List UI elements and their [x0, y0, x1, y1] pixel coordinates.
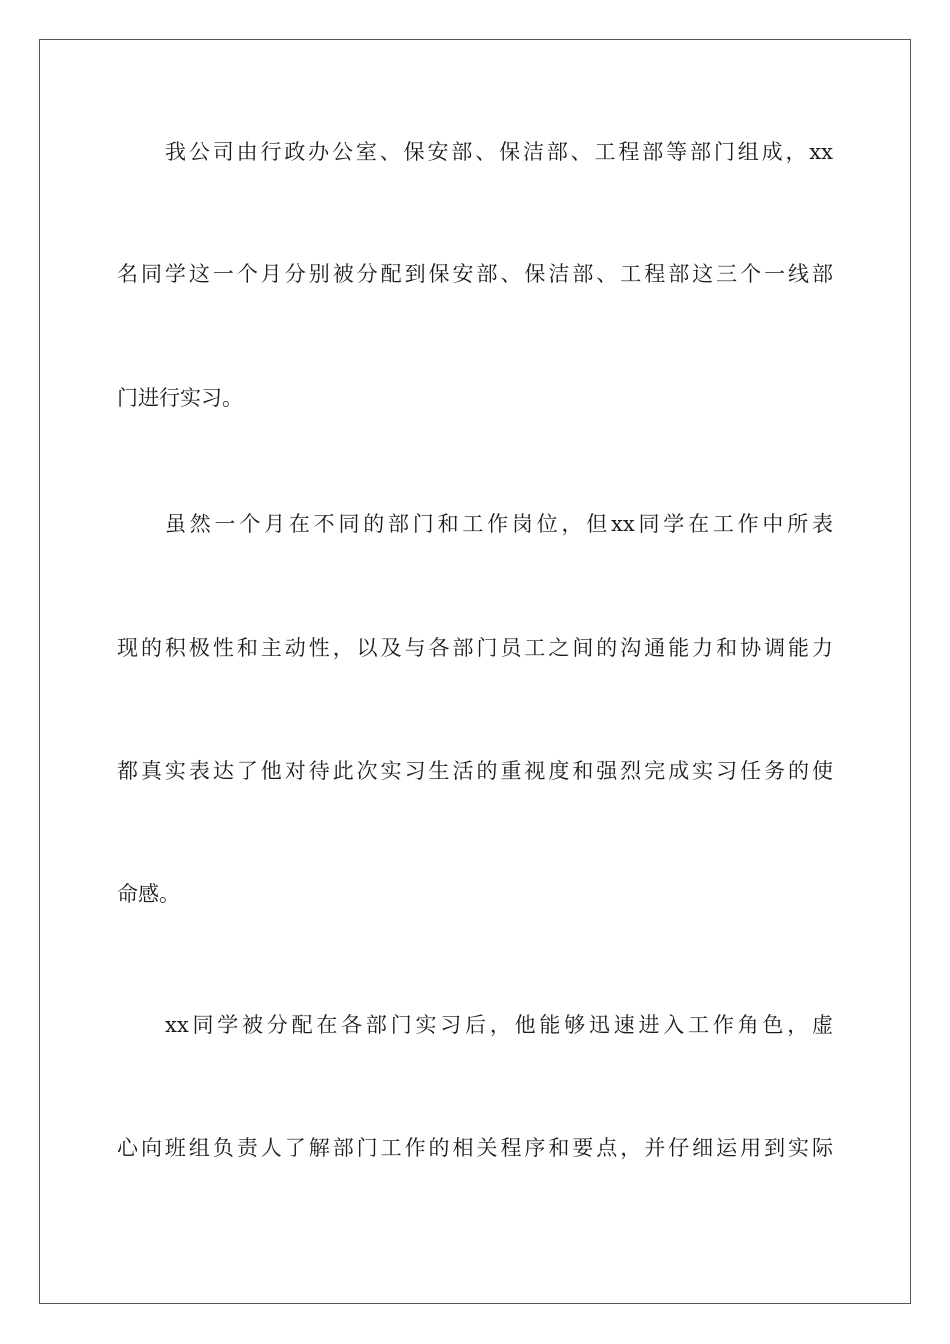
- paragraph-3-line-2: 心向班组负责人了解部门工作的相关程序和要点，并仔细运用到实际: [117, 1136, 833, 1160]
- paragraph-1-line-2: 名同学这一个月分别被分配到保安部、保洁部、工程部这三个一线部: [117, 262, 833, 286]
- paragraph-2-line-2: 现的积极性和主动性，以及与各部门员工之间的沟通能力和协调能力: [117, 636, 833, 660]
- paragraph-3-line-1: xx同学被分配在各部门实习后，他能够迅速进入工作角色，虚: [165, 1013, 833, 1037]
- page-frame: [39, 39, 911, 1304]
- paragraph-2-line-1: 虽然一个月在不同的部门和工作岗位，但xx同学在工作中所表: [165, 512, 833, 536]
- paragraph-2-line-3: 都真实表达了他对待此次实习生活的重视度和强烈完成实习任务的使: [117, 759, 833, 783]
- paragraph-1-line-3: 门进行实习。: [117, 386, 243, 410]
- paragraph-2-line-4: 命感。: [117, 882, 180, 906]
- paragraph-1-line-1: 我公司由行政办公室、保安部、保洁部、工程部等部门组成，xx: [165, 140, 833, 164]
